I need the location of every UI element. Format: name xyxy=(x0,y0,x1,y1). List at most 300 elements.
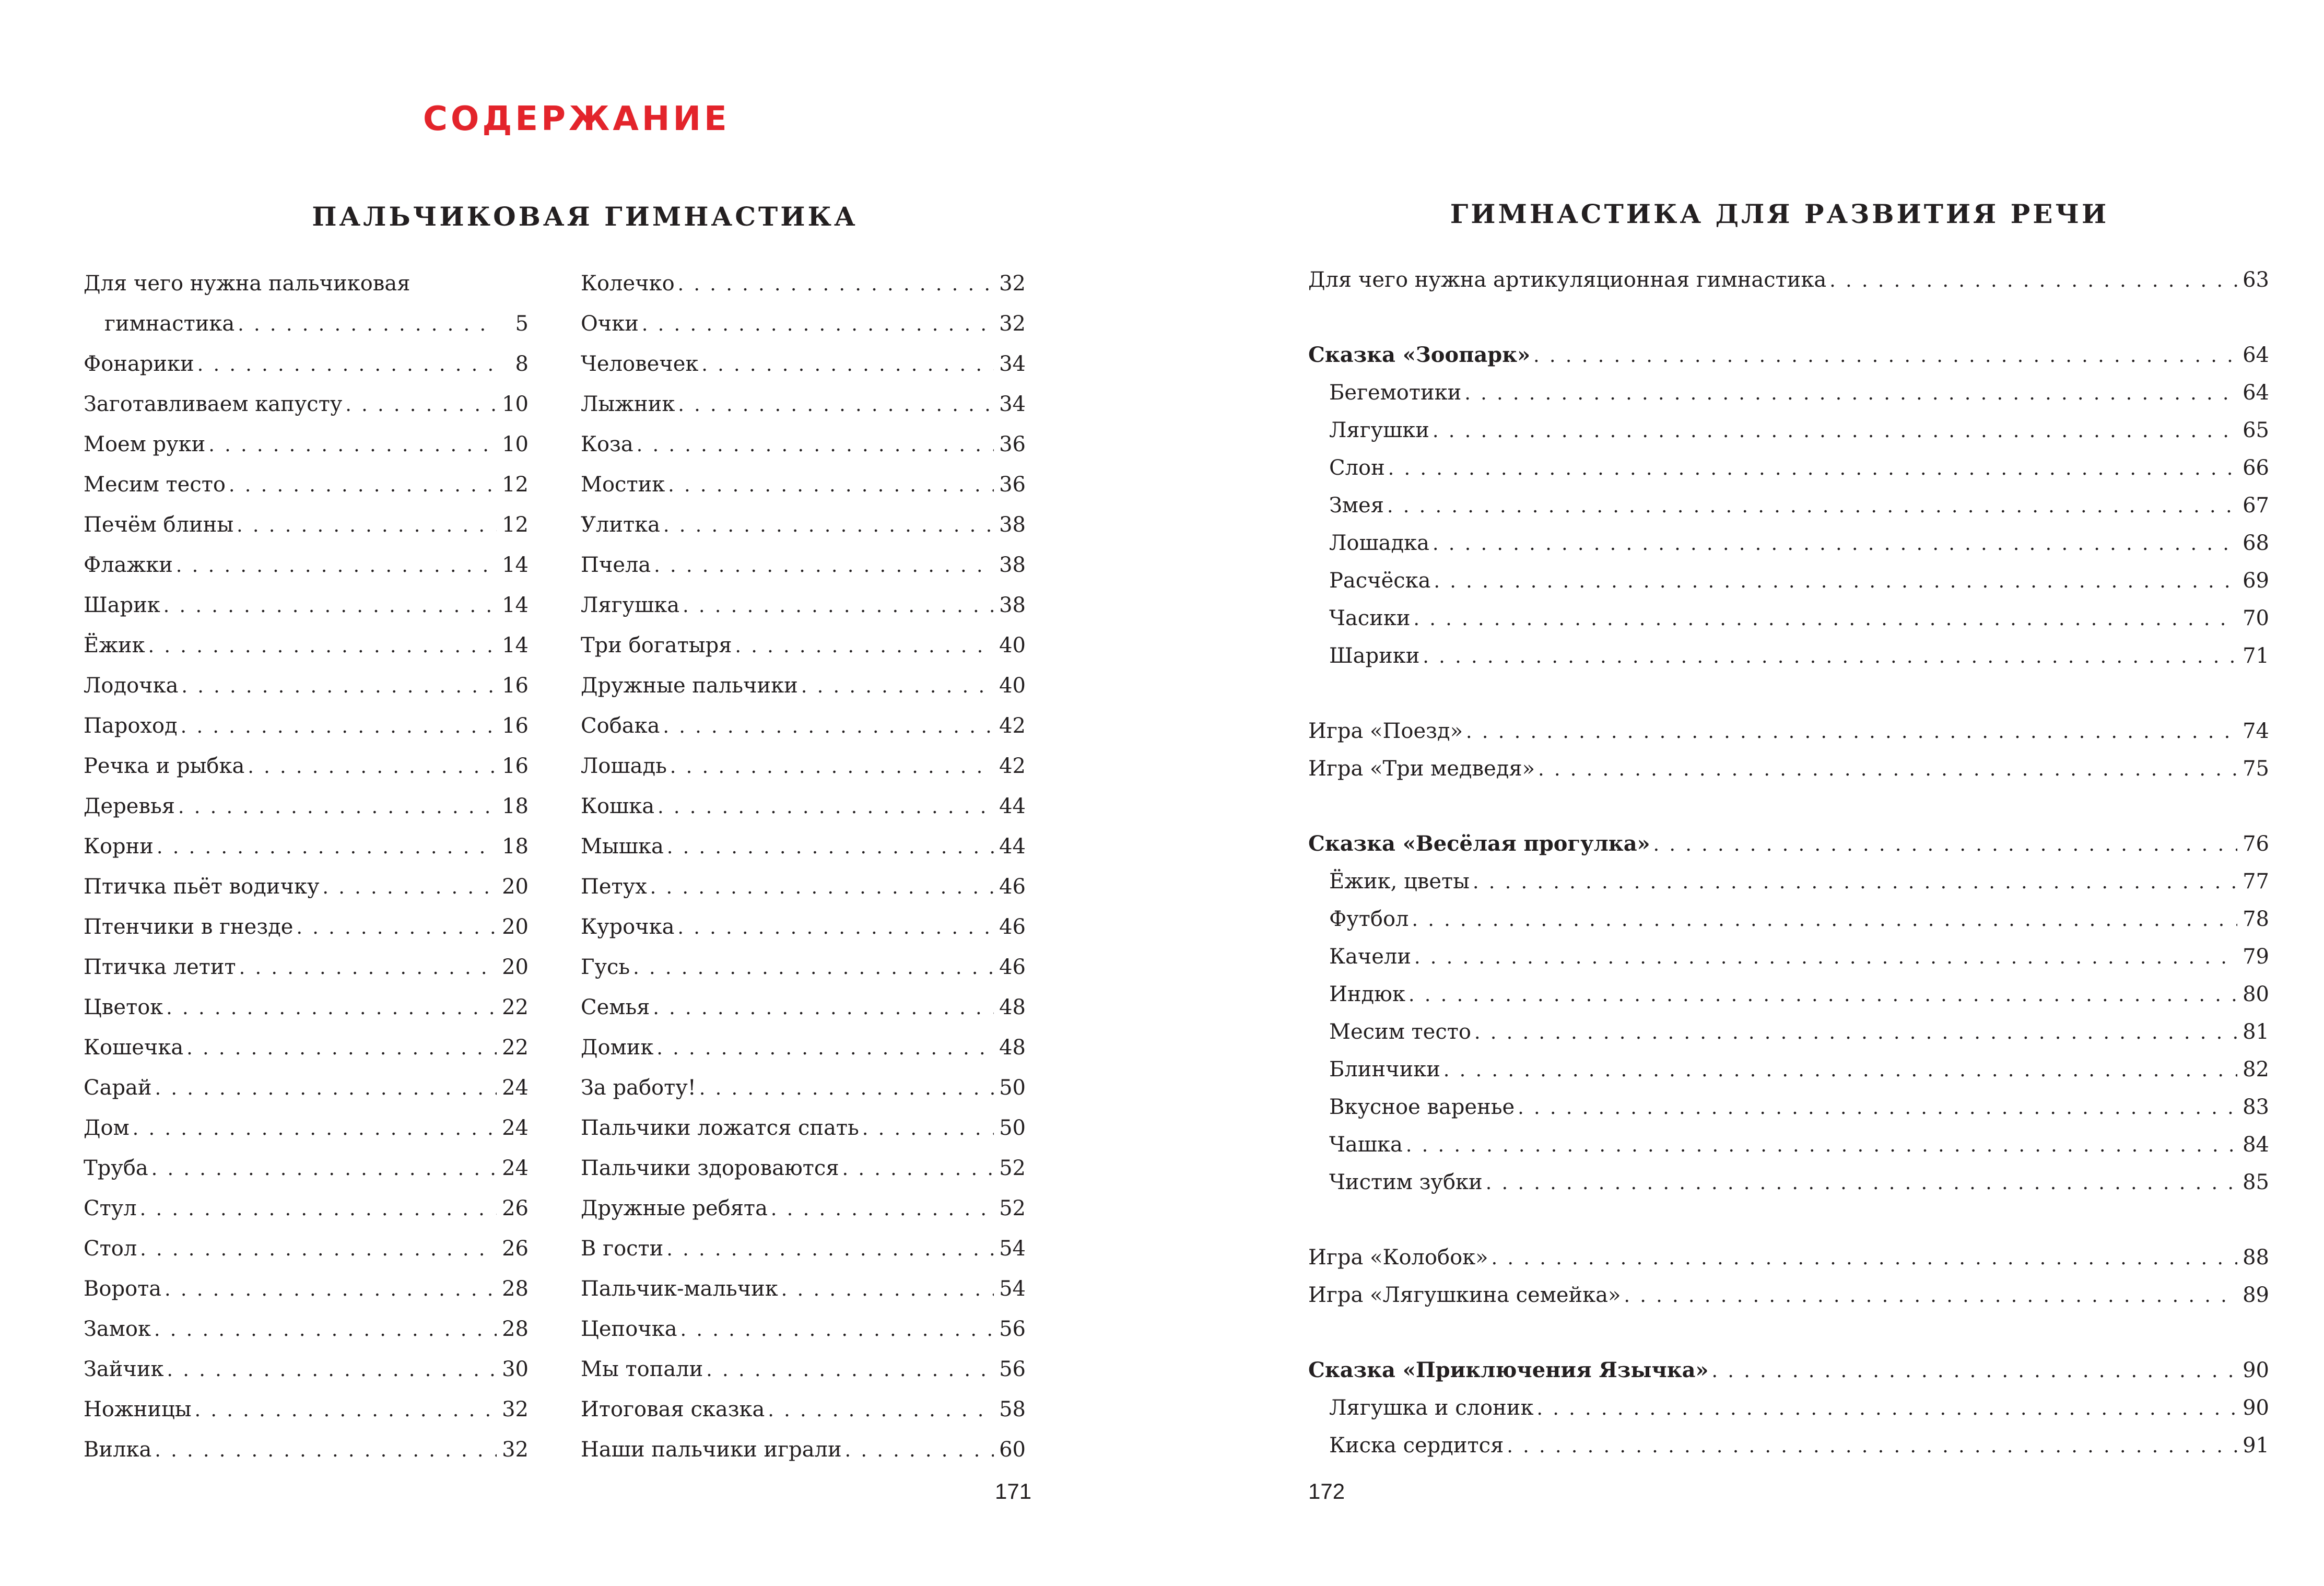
toc-entry-page: 85 xyxy=(2243,1170,2269,1194)
toc-entry-title: Очки xyxy=(581,312,639,336)
dot-leader xyxy=(706,1350,994,1390)
toc-entry xyxy=(581,1229,1026,1269)
toc-entry-title: Моем руки xyxy=(84,432,206,456)
dot-leader xyxy=(195,1390,497,1430)
toc-entry-title: Расчёска xyxy=(1329,569,1431,593)
toc-entry-title: Чашка xyxy=(1329,1133,1403,1157)
toc-entry xyxy=(1308,825,2269,863)
toc-entry-page: 34 xyxy=(999,392,1026,416)
toc-entry-title: Игра «Лягушкина семейка» xyxy=(1308,1283,1621,1307)
toc-entry xyxy=(84,344,529,384)
toc-entry-page: 12 xyxy=(502,473,529,497)
toc-entry-page: 40 xyxy=(999,674,1026,698)
toc-entry-page: 18 xyxy=(502,794,529,818)
toc-entry-title: Домик xyxy=(581,1036,654,1060)
dot-leader xyxy=(1829,262,2237,300)
toc-entry-title: Колечко xyxy=(581,272,675,296)
dot-leader xyxy=(1538,751,2237,789)
toc-entry xyxy=(581,1148,1026,1189)
toc-entry xyxy=(581,1028,1026,1068)
toc-entry xyxy=(84,1229,529,1269)
toc-entry-page: 44 xyxy=(999,794,1026,818)
toc-entry-title: Змея xyxy=(1329,494,1384,518)
toc-entry-page: 74 xyxy=(2243,719,2269,743)
dot-leader xyxy=(1653,826,2237,864)
dot-leader xyxy=(842,1149,994,1189)
dot-leader xyxy=(642,304,994,345)
dot-leader xyxy=(1409,977,2237,1014)
toc-entry-title: Мостик xyxy=(581,473,665,497)
toc-entry-page: 10 xyxy=(502,432,529,456)
toc-entry xyxy=(581,264,1026,304)
toc-entry-page: 68 xyxy=(2243,531,2269,555)
toc-entry-title: Труба xyxy=(84,1156,148,1180)
section-spacer xyxy=(1308,1314,2269,1352)
dot-leader xyxy=(186,1028,497,1068)
toc-entry xyxy=(1308,1013,2269,1051)
toc-entry-title: Лягушка xyxy=(581,593,680,617)
page-number-left: 171 xyxy=(995,1479,1032,1503)
toc-entry xyxy=(581,1309,1026,1349)
dot-leader xyxy=(1712,1353,2238,1390)
dot-leader xyxy=(781,1270,994,1310)
toc-entry-page: 36 xyxy=(999,473,1026,497)
toc-entry-page: 50 xyxy=(999,1076,1026,1100)
toc-entry xyxy=(581,585,1026,626)
toc-entry-title: Лягушки xyxy=(1329,418,1429,442)
toc-entry xyxy=(581,1068,1026,1108)
dot-leader xyxy=(151,1149,497,1189)
toc-entry-page: 32 xyxy=(999,312,1026,336)
toc-entry xyxy=(1308,524,2269,562)
dot-leader xyxy=(345,385,497,425)
toc-entry-title: Фонарики xyxy=(84,352,194,376)
toc-entry-page: 5 xyxy=(515,312,529,336)
dot-leader xyxy=(296,908,497,948)
toc-entry-page: 76 xyxy=(2243,832,2269,856)
toc-entry-title: Пальчики ложатся спать xyxy=(581,1116,859,1140)
toc-entry xyxy=(84,585,529,626)
toc-entry xyxy=(84,304,529,344)
toc-entry xyxy=(1308,1088,2269,1126)
dot-leader xyxy=(176,546,497,586)
dot-leader xyxy=(663,707,994,747)
toc-entry-page: 28 xyxy=(502,1317,529,1341)
toc-entry xyxy=(1308,1164,2269,1201)
dot-leader xyxy=(1406,1127,2237,1165)
toc-entry xyxy=(1308,600,2269,637)
dot-leader xyxy=(166,988,497,1028)
toc-entry-page: 52 xyxy=(999,1196,1026,1220)
dot-leader xyxy=(668,465,994,506)
toc-entry xyxy=(84,1189,529,1229)
toc-entry-title: Птичка пьёт водичку xyxy=(84,875,320,899)
toc-entry-title: Шарики xyxy=(1329,644,1420,668)
toc-entry-page: 20 xyxy=(502,955,529,979)
toc-entry-title: Лодочка xyxy=(84,674,179,698)
dot-leader xyxy=(845,1430,994,1471)
dot-leader xyxy=(1466,713,2237,751)
toc-entry xyxy=(84,1148,529,1189)
dot-leader xyxy=(208,425,497,465)
toc-entry xyxy=(581,425,1026,465)
toc-entry xyxy=(581,1269,1026,1309)
toc-entry-title: Стул xyxy=(84,1196,137,1220)
dot-leader xyxy=(666,1229,994,1270)
dot-leader xyxy=(1492,1240,2237,1277)
toc-entry-page: 75 xyxy=(2243,757,2269,781)
toc-entry-page: 66 xyxy=(2243,456,2269,480)
toc-entry xyxy=(1308,449,2269,487)
toc-entry xyxy=(84,947,529,988)
toc-entry-title: Гусь xyxy=(581,955,630,979)
toc-entry-title: Сарай xyxy=(84,1076,152,1100)
dot-leader xyxy=(633,948,994,988)
dot-leader xyxy=(163,586,497,626)
toc-entry-title: Бегемотики xyxy=(1329,381,1462,405)
toc-entry-title: Лыжник xyxy=(581,392,675,416)
toc-entry-title: Игра «Поезд» xyxy=(1308,719,1463,743)
toc-entry-title: Цепочка xyxy=(581,1317,677,1341)
toc-entry-page: 32 xyxy=(502,1397,529,1421)
toc-entry-title: Собака xyxy=(581,714,660,738)
toc-entry-title: Шарик xyxy=(84,593,160,617)
toc-entry-title: Кошка xyxy=(581,794,655,818)
toc-entry-title: Наши пальчики играли xyxy=(581,1438,842,1462)
toc-entry xyxy=(1308,1352,2269,1389)
toc-entry-page: 16 xyxy=(502,754,529,778)
toc-entry-page: 58 xyxy=(999,1397,1026,1421)
toc-entry-page: 54 xyxy=(999,1277,1026,1301)
dot-leader xyxy=(768,1390,994,1430)
dot-leader xyxy=(181,707,497,747)
right-page xyxy=(1162,0,2324,1586)
toc-entry-page: 16 xyxy=(502,674,529,698)
dot-leader xyxy=(1414,939,2237,977)
toc-entry-title: Замок xyxy=(84,1317,151,1341)
toc-entry-title: Пароход xyxy=(84,714,178,738)
toc-entry-title-line1: Для чего нужна пальчиковая xyxy=(84,272,410,296)
toc-entry-page: 22 xyxy=(502,1036,529,1060)
toc-entry xyxy=(581,1189,1026,1229)
dot-leader xyxy=(1434,563,2238,601)
toc-entry-title: гимнастика xyxy=(104,312,235,336)
toc-entry-title: За работу! xyxy=(581,1076,696,1100)
toc-entry-page: 14 xyxy=(502,633,529,657)
dot-leader xyxy=(155,1068,497,1109)
toc-entry-page: 60 xyxy=(999,1438,1026,1462)
toc-entry-title: Печём блины xyxy=(84,513,234,537)
toc-entry-page: 38 xyxy=(999,593,1026,617)
toc-entry-page: 46 xyxy=(999,915,1026,939)
toc-entry xyxy=(581,1349,1026,1390)
toc-entry xyxy=(581,666,1026,706)
toc-entry-title: Часики xyxy=(1329,606,1411,630)
toc-entry-page: 67 xyxy=(2243,494,2269,518)
toc-entry-page: 42 xyxy=(999,754,1026,778)
toc-entry xyxy=(1308,637,2269,675)
dot-leader xyxy=(801,666,994,707)
dot-leader xyxy=(1443,1052,2237,1089)
toc-entry-page: 38 xyxy=(999,553,1026,577)
toc-entry-title: Ёжик, цветы xyxy=(1329,870,1470,894)
dot-leader xyxy=(650,867,994,908)
toc-entry-title: Семья xyxy=(581,995,650,1019)
toc-entry-title: Лошадка xyxy=(1329,531,1429,555)
toc-entry-page: 26 xyxy=(502,1237,529,1261)
dot-leader xyxy=(658,787,994,827)
dot-leader xyxy=(133,1109,497,1149)
toc-entry xyxy=(84,907,529,947)
toc-entry-title: Сказка «Весёлая прогулка» xyxy=(1308,831,1650,856)
toc-entry-title: Месим тесто xyxy=(1329,1020,1471,1044)
toc-entry-title: Мышка xyxy=(581,835,664,859)
toc-entry-page: 56 xyxy=(999,1357,1026,1381)
toc-entry-page: 65 xyxy=(2243,418,2269,442)
dot-leader xyxy=(140,1229,497,1270)
toc-entry xyxy=(581,505,1026,545)
toc-entry xyxy=(84,867,529,907)
toc-entry-page: 46 xyxy=(999,875,1026,899)
toc-entry-title: Дом xyxy=(84,1116,130,1140)
toc-entry xyxy=(84,988,529,1028)
dot-leader xyxy=(229,465,497,506)
toc-entry-title: Мы топали xyxy=(581,1357,703,1381)
toc-entry xyxy=(84,1430,529,1470)
dot-leader xyxy=(181,666,497,707)
toc-entry-page: 90 xyxy=(2243,1396,2269,1420)
toc-entry-page: 42 xyxy=(999,714,1026,738)
toc-entry-title: В гости xyxy=(581,1237,664,1261)
dot-leader xyxy=(701,345,994,385)
toc-entry-page: 77 xyxy=(2243,870,2269,894)
toc-entry-page: 8 xyxy=(515,352,529,376)
toc-entry xyxy=(1308,1389,2269,1427)
dot-leader xyxy=(237,506,497,546)
toc-entry-title: Качели xyxy=(1329,945,1411,969)
toc-entry xyxy=(84,746,529,786)
dot-leader xyxy=(663,506,994,546)
toc-entry xyxy=(84,666,529,706)
dot-leader xyxy=(1387,488,2237,525)
toc-entry-title: Ёжик xyxy=(84,633,145,657)
dot-leader xyxy=(1412,901,2237,939)
toc-entry-page: 89 xyxy=(2243,1283,2269,1307)
toc-entry-page: 48 xyxy=(999,995,1026,1019)
toc-entry-title: Петух xyxy=(581,875,647,899)
toc-entry-page: 80 xyxy=(2243,982,2269,1006)
toc-entry xyxy=(1308,938,2269,976)
toc-entry-title: Зайчик xyxy=(84,1357,164,1381)
toc-entry xyxy=(581,465,1026,505)
toc-entry-title: Курочка xyxy=(581,915,675,939)
toc-entry xyxy=(84,1349,529,1390)
toc-entry-title: Ворота xyxy=(84,1277,162,1301)
dot-leader xyxy=(1464,375,2237,413)
toc-entry xyxy=(581,786,1026,827)
toc-entry xyxy=(581,988,1026,1028)
toc-entry-page: 32 xyxy=(999,272,1026,296)
toc-entry-title: Пальчики здороваются xyxy=(581,1156,839,1180)
dot-leader xyxy=(637,425,994,465)
toc-entry-title: Человечек xyxy=(581,352,699,376)
toc-entry-page: 30 xyxy=(502,1357,529,1381)
toc-entry xyxy=(1308,976,2269,1013)
toc-entry-page: 91 xyxy=(2243,1434,2269,1458)
toc-column-2 xyxy=(581,264,1026,1470)
toc-entry-page: 34 xyxy=(999,352,1026,376)
dot-leader xyxy=(1533,337,2237,375)
toc-entry-page: 83 xyxy=(2243,1095,2269,1119)
section-spacer xyxy=(1308,1201,2269,1239)
toc-entry xyxy=(581,304,1026,344)
toc-entry-title: Ножницы xyxy=(84,1397,192,1421)
dot-leader xyxy=(1536,1390,2237,1428)
toc-entry xyxy=(581,1390,1026,1430)
dot-leader xyxy=(140,1189,497,1229)
section-spacer xyxy=(1308,788,2269,825)
toc-entry xyxy=(84,626,529,666)
toc-entry-page: 69 xyxy=(2243,569,2269,593)
toc-entry xyxy=(581,344,1026,384)
dot-leader xyxy=(771,1189,994,1229)
toc-entry xyxy=(84,1028,529,1068)
section-spacer xyxy=(1308,675,2269,712)
toc-entry-title: Дружные ребята xyxy=(581,1196,768,1220)
toc-entry-title: Сказка «Приключения Язычка» xyxy=(1308,1358,1709,1382)
toc-entry-page: 24 xyxy=(502,1156,529,1180)
toc-entry-page: 64 xyxy=(2243,381,2269,405)
toc-entry-page: 14 xyxy=(502,553,529,577)
dot-leader xyxy=(683,586,994,626)
toc-entry-page: 16 xyxy=(502,714,529,738)
toc-entry-page: 20 xyxy=(502,875,529,899)
toc-entry-title: Цветок xyxy=(84,995,163,1019)
toc-entry xyxy=(581,907,1026,947)
dot-leader xyxy=(1433,525,2237,563)
toc-entry-page: 50 xyxy=(999,1116,1026,1140)
toc-entry xyxy=(581,545,1026,585)
toc-entry-page: 14 xyxy=(502,593,529,617)
toc-entry-page: 48 xyxy=(999,1036,1026,1060)
toc-entry-title: Дружные пальчики xyxy=(581,674,798,698)
dot-leader xyxy=(1518,1089,2237,1127)
toc-entry-page: 32 xyxy=(502,1438,529,1462)
toc-entry-page: 56 xyxy=(999,1317,1026,1341)
dot-leader xyxy=(1473,864,2237,901)
toc-entry-page: 78 xyxy=(2243,907,2269,931)
toc-entry-title: Корни xyxy=(84,835,154,859)
toc-entry-page: 82 xyxy=(2243,1058,2269,1082)
toc-entry-title: Птенчики в гнезде xyxy=(84,915,294,939)
dot-leader xyxy=(1388,450,2237,488)
contents-title: СОДЕРЖАНИЕ xyxy=(423,100,730,138)
finger-gymnastics-title: ПАЛЬЧИКОВАЯ ГИМНАСТИКА xyxy=(312,201,858,232)
toc-entry-page: 46 xyxy=(999,955,1026,979)
toc-entry xyxy=(84,505,529,545)
toc-entry-page: 88 xyxy=(2243,1246,2269,1270)
dot-leader xyxy=(678,385,994,425)
toc-entry-page: 28 xyxy=(502,1277,529,1301)
toc-entry-title: Вкусное варенье xyxy=(1329,1095,1515,1119)
toc-entry-title: Итоговая сказка xyxy=(581,1397,765,1421)
dot-leader xyxy=(323,867,497,908)
toc-entry-page: 10 xyxy=(502,392,529,416)
toc-entry xyxy=(1308,562,2269,600)
toc-entry-title: Индюк xyxy=(1329,982,1405,1006)
toc-entry xyxy=(84,1269,529,1309)
toc-entry xyxy=(1308,712,2269,750)
toc-entry-page: 90 xyxy=(2243,1358,2269,1382)
toc-entry-title: Пальчик-мальчик xyxy=(581,1277,778,1301)
dot-leader xyxy=(167,1350,497,1390)
toc-entry-title: Стол xyxy=(84,1237,137,1261)
toc-column-1 xyxy=(84,264,529,1470)
dot-leader xyxy=(1474,1014,2237,1052)
toc-entry xyxy=(1308,412,2269,449)
toc-entry xyxy=(1308,1126,2269,1164)
toc-entry-page: 63 xyxy=(2243,268,2269,292)
toc-entry-page: 84 xyxy=(2243,1133,2269,1157)
toc-entry-page: 70 xyxy=(2243,606,2269,630)
dot-leader xyxy=(678,264,994,304)
toc-entry-title: Сказка «Зоопарк» xyxy=(1308,343,1531,367)
toc-entry xyxy=(1308,1276,2269,1314)
toc-entry-title: Речка и рыбка xyxy=(84,754,245,778)
dot-leader xyxy=(680,1310,994,1350)
toc-entry-title: Коза xyxy=(581,432,633,456)
toc-entry-title: Улитка xyxy=(581,513,660,537)
toc-entry xyxy=(1308,1427,2269,1464)
toc-entry xyxy=(1308,374,2269,412)
toc-entry xyxy=(84,1390,529,1430)
dot-leader xyxy=(699,1068,994,1109)
dot-leader xyxy=(238,304,497,345)
toc-entry-page: 20 xyxy=(502,915,529,939)
toc-entry xyxy=(84,827,529,867)
toc-entry xyxy=(84,786,529,827)
toc-entry-title: Птичка летит xyxy=(84,955,236,979)
toc-entry xyxy=(1308,261,2269,299)
toc-entry-first-line xyxy=(84,264,529,304)
toc-entry-title: Игра «Три медведя» xyxy=(1308,757,1535,781)
toc-entry xyxy=(581,947,1026,988)
toc-entry-page: 40 xyxy=(999,633,1026,657)
dot-leader xyxy=(653,988,994,1028)
dot-leader xyxy=(148,626,497,666)
toc-entry-title: Лошадь xyxy=(581,754,667,778)
dot-leader xyxy=(1507,1428,2237,1465)
toc-entry-title: Лягушка и слоник xyxy=(1329,1396,1534,1420)
toc-entry-page: 54 xyxy=(999,1237,1026,1261)
toc-entry-title: Слон xyxy=(1329,456,1385,480)
toc-entry xyxy=(581,706,1026,746)
toc-column-right xyxy=(1308,261,2269,1464)
toc-entry-title: Чистим зубки xyxy=(1329,1170,1483,1194)
section-spacer xyxy=(1308,299,2269,336)
dot-leader xyxy=(197,345,497,385)
toc-entry xyxy=(84,545,529,585)
toc-entry-page: 44 xyxy=(999,835,1026,859)
toc-entry-page: 36 xyxy=(999,432,1026,456)
dot-leader xyxy=(165,1270,497,1310)
dot-leader xyxy=(667,827,994,867)
toc-entry xyxy=(84,706,529,746)
toc-entry-title: Игра «Колобок» xyxy=(1308,1246,1488,1270)
toc-entry-page: 52 xyxy=(999,1156,1026,1180)
toc-entry-page: 24 xyxy=(502,1116,529,1140)
toc-entry-page: 12 xyxy=(502,513,529,537)
